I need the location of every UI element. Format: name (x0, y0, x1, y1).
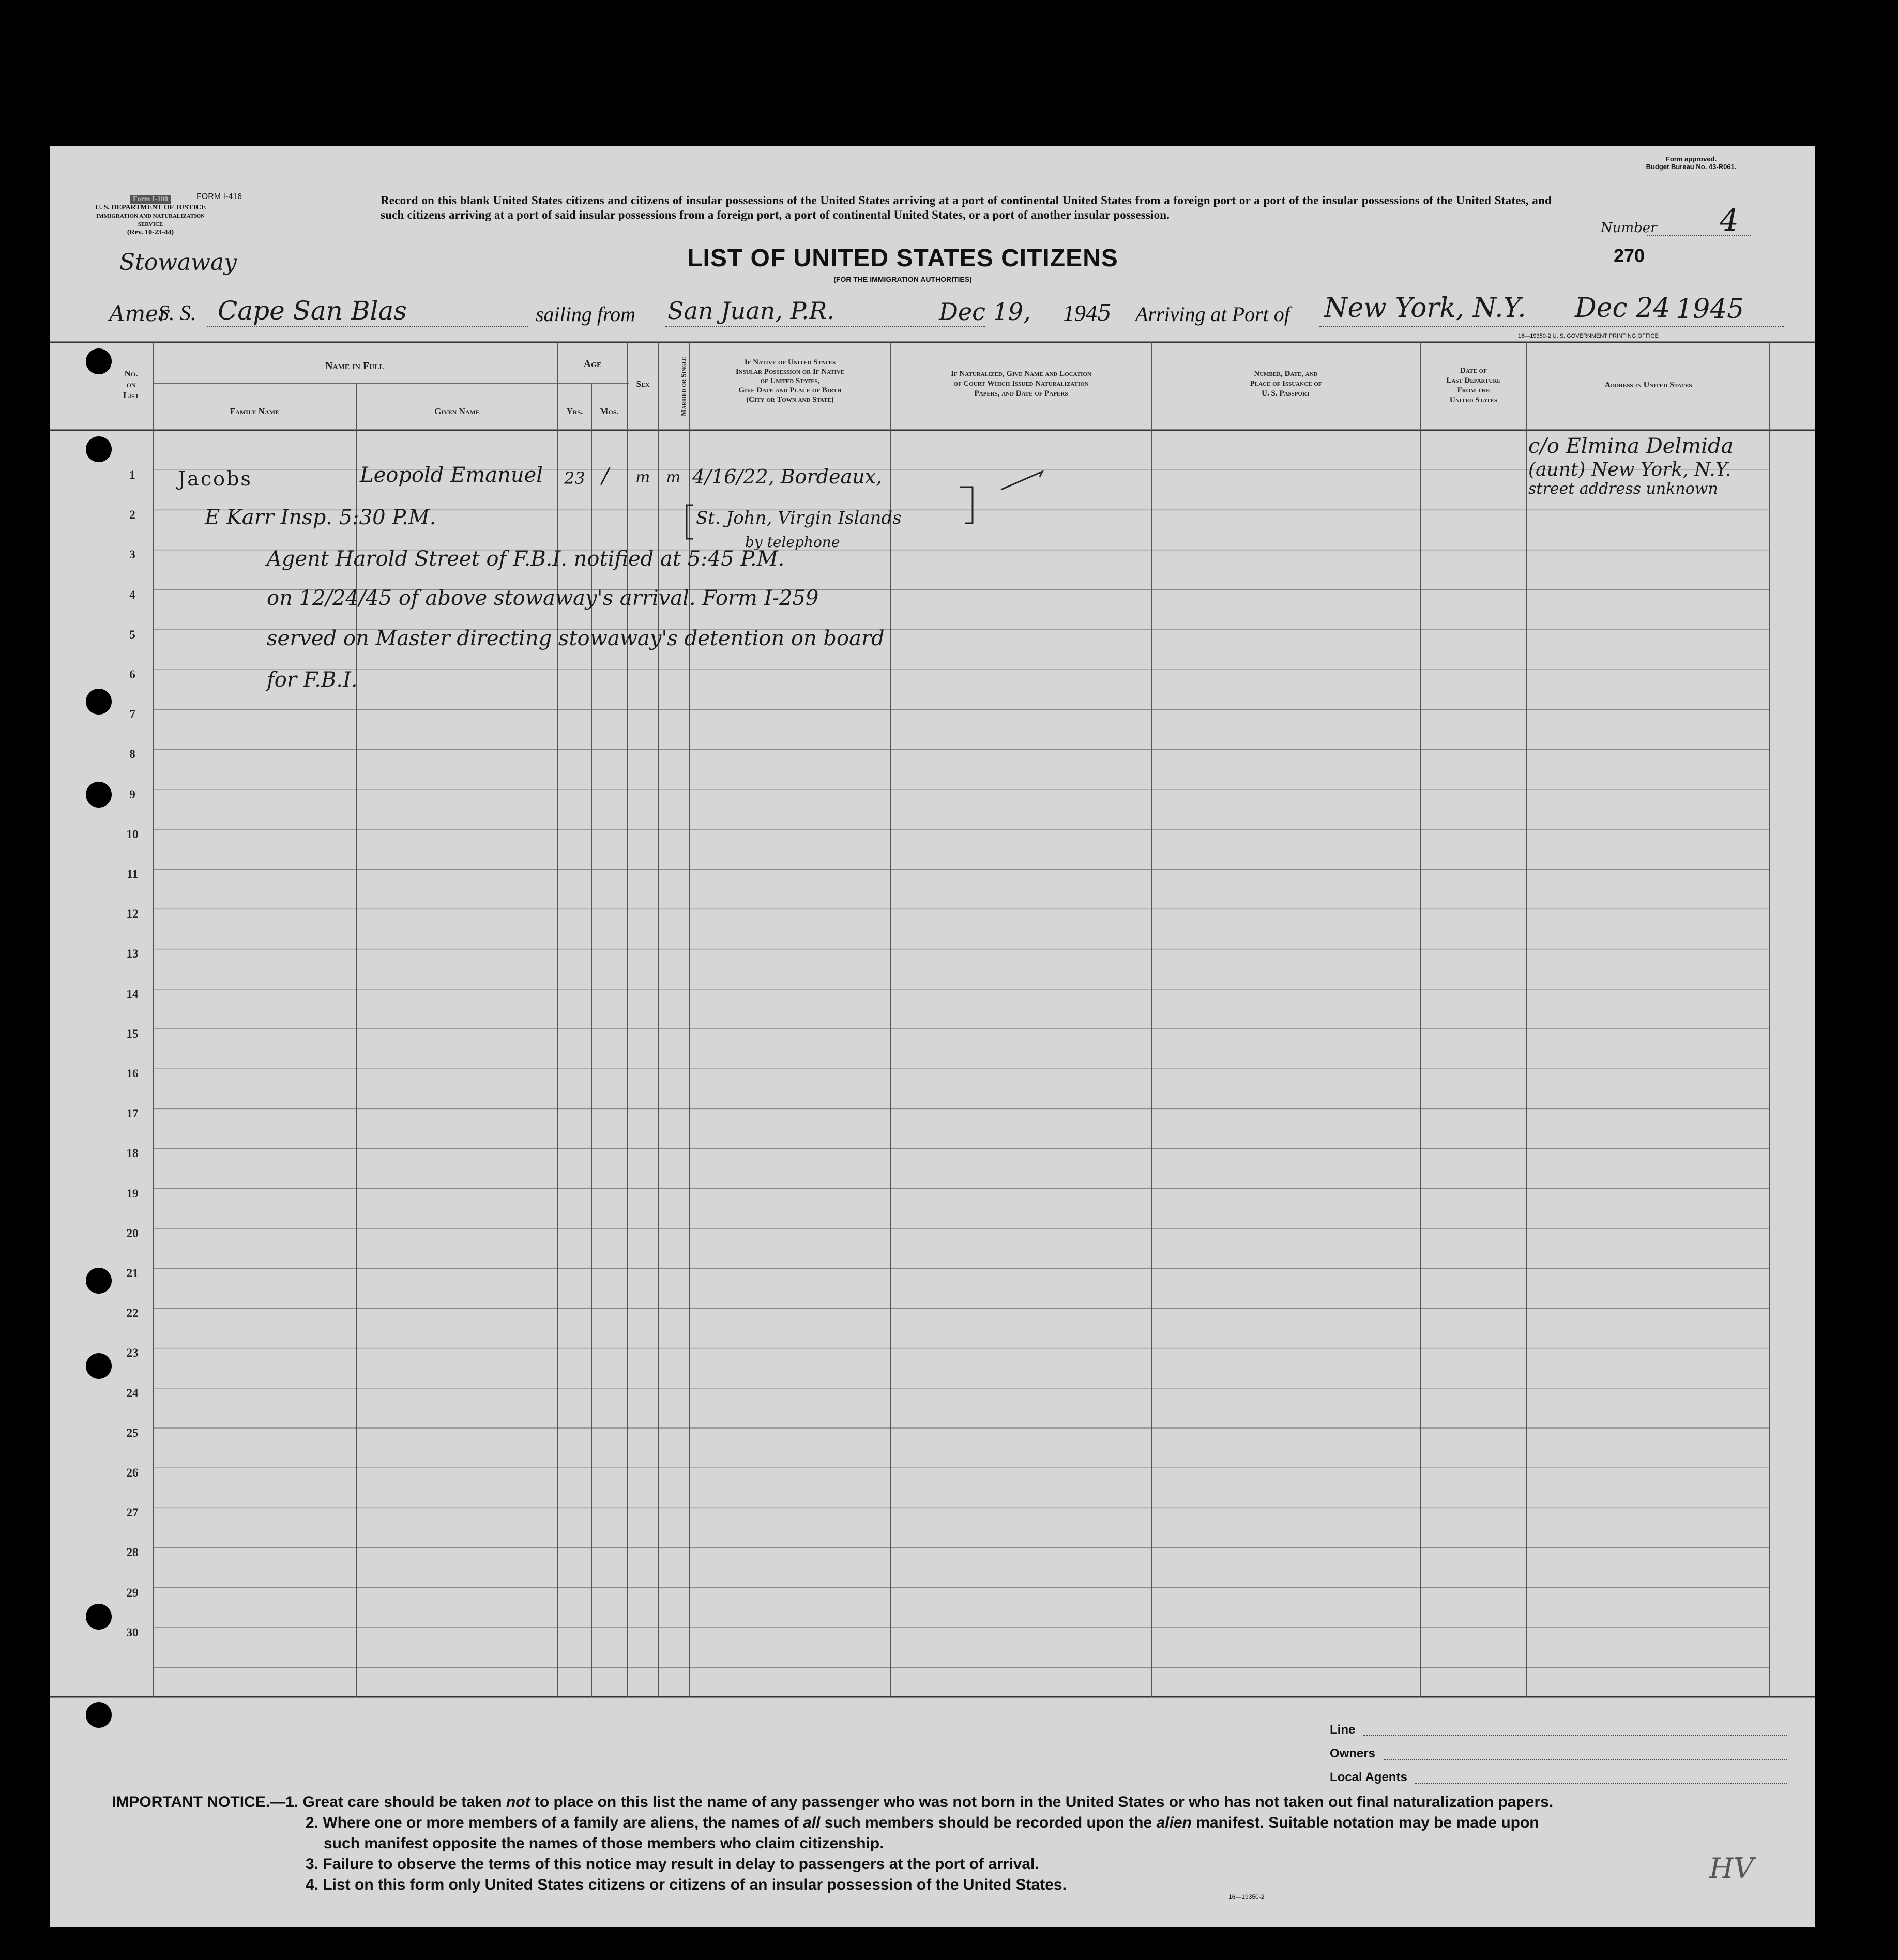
form-subtitle: (FOR THE IMMIGRATION AUTHORITIES) (833, 275, 972, 283)
col-birth-1: If Native of United States (744, 358, 836, 367)
binder-hole (86, 1353, 112, 1379)
remark-line-3: on 12/24/45 of above stowaway's arrival. Form I-259 (267, 586, 819, 610)
nationality-prefix: Amer (109, 301, 169, 326)
arriving-label: Arriving at Port of (1135, 302, 1290, 326)
important-notice (112, 1792, 1766, 1895)
binder-hole (86, 1604, 112, 1630)
entry-married: m (666, 468, 681, 487)
col-given-name: Given Name (434, 406, 480, 416)
printer-mark: 16—19350-2 U. S. GOVERNMENT PRINTING OFFICE (1518, 333, 1659, 339)
notice-2-cont: such manifest opposite the names of those members who claim citizenship. (324, 1835, 884, 1852)
entry-family-name: Jacobs (178, 467, 252, 490)
col-birth-5: (City or Town and State) (746, 396, 834, 404)
number-value: 4 (1720, 203, 1739, 238)
col-birth-4: Give Date and Place of Birth (738, 386, 842, 394)
row-number: 22 (126, 1306, 139, 1320)
arrival-year: 1945 (1676, 294, 1744, 325)
col-sex: Sex (636, 379, 650, 389)
row-number: 9 (129, 787, 135, 801)
row-number: 14 (126, 987, 139, 1000)
col-yrs: Yrs. (566, 406, 583, 416)
department-line: U. S. DEPARTMENT OF JUSTICE (95, 204, 206, 211)
binder-hole (86, 689, 112, 715)
entry-address-3: street address unknown (1528, 480, 1718, 498)
row-number: 18 (126, 1147, 139, 1160)
form-id: FORM I-416 (196, 192, 242, 201)
entry-birth-date: 4/16/22, Bordeaux, (692, 465, 883, 488)
year-handwritten: 5 (1097, 300, 1112, 326)
entry-given-name: Leopold Emanuel (360, 463, 543, 487)
entry-address-1: c/o Elmina Delmida (1528, 434, 1734, 458)
stowaway-note: Stowaway (119, 249, 237, 276)
notice-1-b: to place on this list the name of any passenger who was not born in the United States or who has not taken out final naturalization papers. (530, 1794, 1554, 1811)
row-number: 19 (126, 1187, 139, 1200)
notice-2-em2: alien (1156, 1814, 1192, 1831)
col-dep-4: United States (1449, 396, 1498, 404)
service-line: IMMIGRATION AND NATURALIZATION SERVICE (96, 213, 205, 227)
remark-insert: by telephone (745, 534, 840, 551)
col-birth-2: Insular Possession or If Native (735, 368, 845, 376)
col-nat-2: of Court Which Issued Naturalization (953, 379, 1089, 388)
number-label: Number (1601, 220, 1657, 236)
row-number: 24 (126, 1386, 139, 1400)
col-pass-2: Place of Issuance of (1250, 379, 1322, 388)
col-family-name: Family Name (230, 406, 280, 416)
col-passport (1151, 369, 1420, 399)
remark-line-5: for F.B.I. (267, 668, 358, 692)
row-number: 11 (127, 868, 138, 880)
notice-1-a: 1. Great care should be taken (285, 1794, 506, 1811)
col-no-line-1: No. (124, 369, 138, 378)
row-number: 20 (126, 1226, 139, 1240)
ship-name: Cape San Blas (218, 296, 407, 326)
row-number: 23 (126, 1346, 139, 1360)
col-no-line-3: List (123, 390, 139, 400)
entry-birth-place: St. John, Virgin Islands (696, 508, 902, 528)
col-nat-3: Papers, and Date of Papers (974, 389, 1068, 398)
row-number: 8 (129, 748, 135, 761)
col-departure (1420, 366, 1527, 405)
notice-2-a: 2. Where one or more members of a family are aliens, the names of (306, 1814, 803, 1831)
binder-hole (86, 782, 112, 808)
col-married: Married or Single (680, 357, 688, 416)
col-name-in-full: Name in Full (325, 360, 384, 372)
remark-line-4: served on Master directing stowaway's detention on board (267, 627, 885, 650)
notice-2 (112, 1813, 1766, 1833)
row-number: 3 (129, 548, 135, 561)
row-number: 28 (126, 1546, 139, 1559)
sailing-label: sailing from (536, 302, 635, 326)
notice-3: 3. Failure to observe the terms of this notice may result in delay to passengers at the port of arrival. (306, 1856, 1039, 1873)
col-birth (689, 358, 891, 404)
row-number: 26 (126, 1466, 139, 1479)
row-number: 4 (129, 588, 135, 601)
col-dep-3: From the (1457, 386, 1490, 394)
col-no-line-2: on (126, 379, 136, 389)
col-pass-3: U. S. Passport (1262, 389, 1310, 398)
binder-hole (86, 436, 112, 462)
revision-line: (Rev. 10-23-44) (127, 229, 174, 236)
approval-line-1: Form approved. (1665, 155, 1717, 163)
row-number: 2 (129, 508, 135, 522)
col-dep-2: Last Departure (1446, 376, 1501, 385)
col-dep-1: Date of (1460, 367, 1487, 375)
footer-form-code: 16—19350-2 (1228, 1893, 1265, 1901)
row-number: 17 (126, 1107, 139, 1120)
col-mos: Mos. (600, 406, 619, 416)
line-field (1363, 1735, 1787, 1736)
arrival-date: Dec 24 (1575, 293, 1671, 324)
page-stamp: 270 (1614, 245, 1645, 266)
arrival-port: New York, N.Y. (1324, 293, 1526, 324)
notice-2-em1: all (803, 1814, 821, 1831)
binder-hole (86, 1268, 112, 1294)
line-label: Line (1330, 1723, 1356, 1737)
row-number: 15 (126, 1027, 139, 1040)
form-number-struck: Form I-180 (130, 195, 171, 204)
row-number: 13 (126, 947, 139, 961)
row-number: 6 (129, 668, 135, 681)
reviewer-initials: HV (1709, 1852, 1754, 1885)
row-number: 16 (126, 1067, 139, 1080)
year-printed-text: 194 (1063, 300, 1097, 326)
row-number: 30 (126, 1625, 139, 1639)
col-nat-1: If Naturalized, Give Name and Location (951, 370, 1091, 378)
col-no-on-list (112, 368, 150, 401)
instruction-text: Record on this blank United States citizens and citizens of insular possessions of the United States arriving at a port of continental United States from a foreign port or a port of the insular possessions of the United States, and such citizens arriving at a port of said insular possessions from a foreign port, a port of continental United States, or a port of another insular possession. (381, 194, 1552, 221)
ss-label: S. S. (158, 301, 196, 325)
from-port: San Juan, P.R. (667, 297, 835, 325)
notice-1-em: not (506, 1794, 530, 1811)
manifest-sheet (50, 146, 1815, 1927)
form-title: LIST OF UNITED STATES CITIZENS (687, 245, 1118, 272)
notice-2-b: such members should be recorded upon the (820, 1814, 1157, 1831)
entry-sex: m (635, 468, 650, 487)
row-number: 12 (126, 907, 139, 921)
col-naturalized (891, 369, 1151, 399)
entry-mos: / (602, 464, 609, 488)
row-number: 21 (126, 1267, 139, 1280)
approval-line-2: Budget Bureau No. 43-R061. (1646, 163, 1737, 171)
owners-label: Owners (1330, 1746, 1376, 1760)
entry-yrs: 23 (564, 468, 585, 488)
col-age: Age (583, 358, 602, 370)
row-number: 25 (126, 1426, 139, 1439)
binder-hole (86, 348, 112, 374)
col-pass-1: Number, Date, and (1254, 370, 1318, 378)
row-number: 1 (129, 468, 135, 481)
notice-4: 4. List on this form only United States citizens or citizens of an insular possession of the United States. (306, 1876, 1067, 1893)
row-number: 27 (126, 1506, 139, 1520)
agents-field (1415, 1783, 1787, 1784)
col-address: Address in United States (1604, 381, 1692, 389)
notice-heading: IMPORTANT NOTICE.— (112, 1794, 286, 1811)
row-number: 29 (126, 1586, 139, 1599)
remark-line-2: Agent Harold Street of F.B.I. notified at 5:45 P.M. (267, 547, 785, 571)
binder-hole (86, 1702, 112, 1728)
notice-2-c: manifest. Suitable notation may be made upon (1191, 1814, 1539, 1831)
remark-line-1: E Karr Insp. 5:30 P.M. (205, 506, 436, 529)
row-number: 5 (129, 628, 135, 641)
entry-address-2: (aunt) New York, N.Y. (1528, 459, 1732, 480)
owners-field (1384, 1759, 1787, 1760)
agents-label: Local Agents (1330, 1770, 1407, 1784)
notice-1 (112, 1792, 1766, 1813)
row-number: 7 (129, 708, 135, 721)
col-birth-3: of United States, (760, 377, 820, 385)
row-number: 10 (126, 827, 139, 841)
departure-date: Dec 19, (939, 298, 1031, 326)
